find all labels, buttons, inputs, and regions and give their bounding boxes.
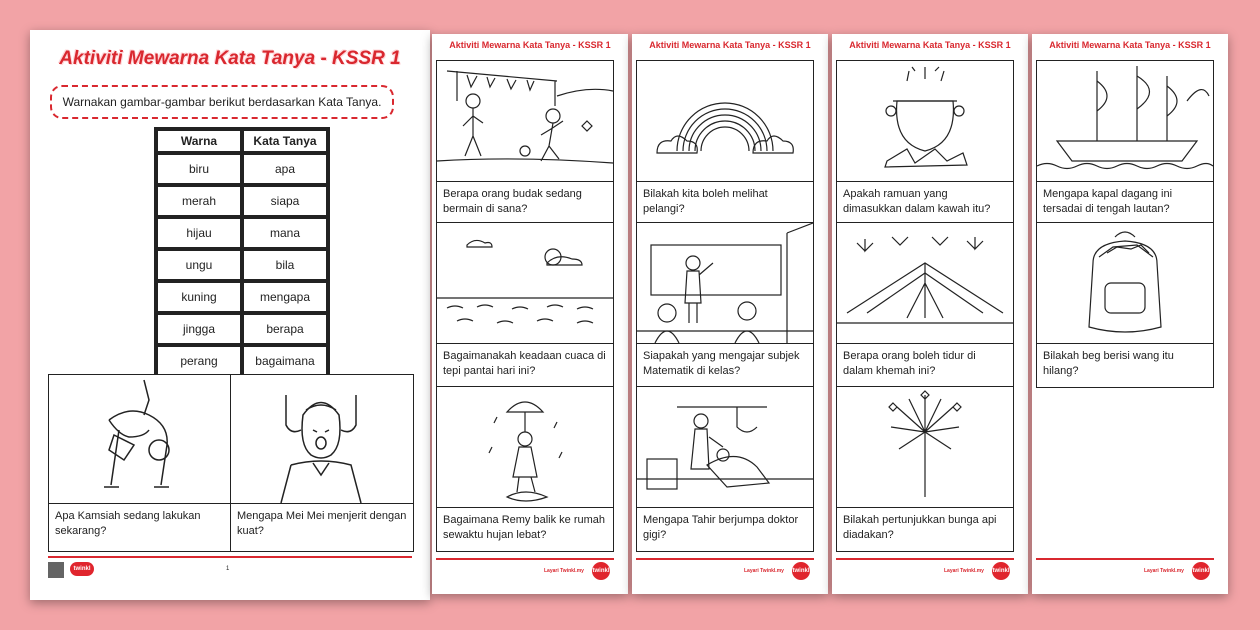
question-text: Mengapa Mei Mei menjerit dengan kuat? [237,510,407,537]
footer-link[interactable]: Layari Twinkl.my [1144,568,1184,574]
question-text: Siapakah yang mengajar subjek Matematik di kelas? [643,350,800,377]
page-title: Aktiviti Mewarna Kata Tanya - KSSR 1 [849,40,1011,50]
question-box [836,386,1014,552]
twinkl-logo: twinkl [70,562,94,576]
worksheet-page-4 [832,34,1028,594]
question-box [48,374,232,552]
question-text: Apakah ramuan yang dimasukkan dalam kawah itu? [843,188,991,215]
screaming-girl-illustration [231,375,413,504]
footer-divider [636,558,814,560]
page-number: 1 [226,566,230,572]
table-header-row [156,129,328,153]
question-box [1036,222,1214,388]
question-text: Mengapa kapal dagang ini tersadai di tengah lautan? [1043,188,1173,215]
question-text: Mengapa Tahir berjumpa doktor gigi? [643,514,799,541]
table-row [156,313,328,345]
fireworks-illustration [837,387,1013,508]
question-box [230,374,414,552]
dentist-illustration [637,387,813,508]
word-cell: siapa [242,185,328,217]
worksheet-page-2 [432,34,628,594]
footer-link[interactable]: Layari Twinkl.my [544,568,584,574]
twinkl-logo: twinkl [992,562,1010,580]
twinkl-logo: twinkl [592,562,610,580]
question-box [836,60,1014,224]
classroom-teacher-illustration [637,223,813,344]
beach-weather-illustration [437,223,613,344]
stranded-ship-illustration [1037,61,1213,182]
page-title: Aktiviti Mewarna Kata Tanya - KSSR 1 [449,40,611,50]
twinkl-logo: twinkl [1192,562,1210,580]
question-text: Bagaimanakah keadaan cuaca di tepi pantai hari ini? [443,350,606,377]
question-box [436,222,614,388]
money-bag-illustration [1037,223,1213,344]
worksheet-page-1 [30,30,430,600]
table-row [156,345,328,377]
word-cell: mengapa [242,281,328,313]
color-cell: ungu [156,249,242,281]
word-cell: mana [242,217,328,249]
word-cell: bagaimana [242,345,328,377]
question-text: Bagaimana Remy balik ke rumah sewaktu hujan lebat? [443,514,606,541]
rainbow-illustration [637,61,813,182]
children-playing-illustration [437,61,613,182]
question-text: Apa Kamsiah sedang lakukan sekarang? [55,510,201,537]
word-cell: apa [242,153,328,185]
color-cell: perang [156,345,242,377]
color-cell: hijau [156,217,242,249]
qr-code-icon [48,562,64,578]
table-row [156,185,328,217]
table-row [156,153,328,185]
page-title: Aktiviti Mewarna Kata Tanya - KSSR 1 [1049,40,1211,50]
worksheet-page-5 [1032,34,1228,594]
word-cell: berapa [242,313,328,345]
header-kata-tanya: Kata Tanya [242,129,328,153]
question-text: Bilakah kita boleh melihat pelangi? [643,188,768,215]
question-box [636,386,814,552]
table-row [156,217,328,249]
color-cell: merah [156,185,242,217]
footer-divider [836,558,1014,560]
footer-link[interactable]: Layari Twinkl.my [744,568,784,574]
question-text: Bilakah beg berisi wang itu hilang? [1043,350,1174,377]
question-box [1036,60,1214,224]
cauldron-illustration [837,61,1013,182]
word-cell: bila [242,249,328,281]
footer-divider [436,558,614,560]
girl-with-umbrella-illustration [437,387,613,508]
tent-illustration [837,223,1013,344]
question-box [436,386,614,552]
worksheet-page-3 [632,34,828,594]
question-box [636,222,814,388]
stretching-girl-illustration [49,375,231,504]
color-cell: kuning [156,281,242,313]
question-text: Berapa orang budak sedang bermain di sana? [443,188,582,215]
footer-link[interactable]: Layari Twinkl.my [944,568,984,574]
header-warna: Warna [156,129,242,153]
color-question-table [154,127,330,379]
question-box [436,60,614,224]
table-row [156,249,328,281]
question-text: Bilakah pertunjukkan bunga api diadakan? [843,514,997,541]
footer-divider [48,556,412,558]
question-text: Berapa orang boleh tidur di dalam khemah ini? [843,350,976,377]
color-cell: jingga [156,313,242,345]
page-title: Aktiviti Mewarna Kata Tanya - KSSR 1 [59,48,401,69]
question-box [836,222,1014,388]
page-title: Aktiviti Mewarna Kata Tanya - KSSR 1 [649,40,811,50]
instruction-box: Warnakan gambar-gambar berikut berdasarkan Kata Tanya. [50,85,394,119]
question-box [636,60,814,224]
table-row [156,281,328,313]
color-cell: biru [156,153,242,185]
footer-divider [1036,558,1214,560]
twinkl-logo: twinkl [792,562,810,580]
